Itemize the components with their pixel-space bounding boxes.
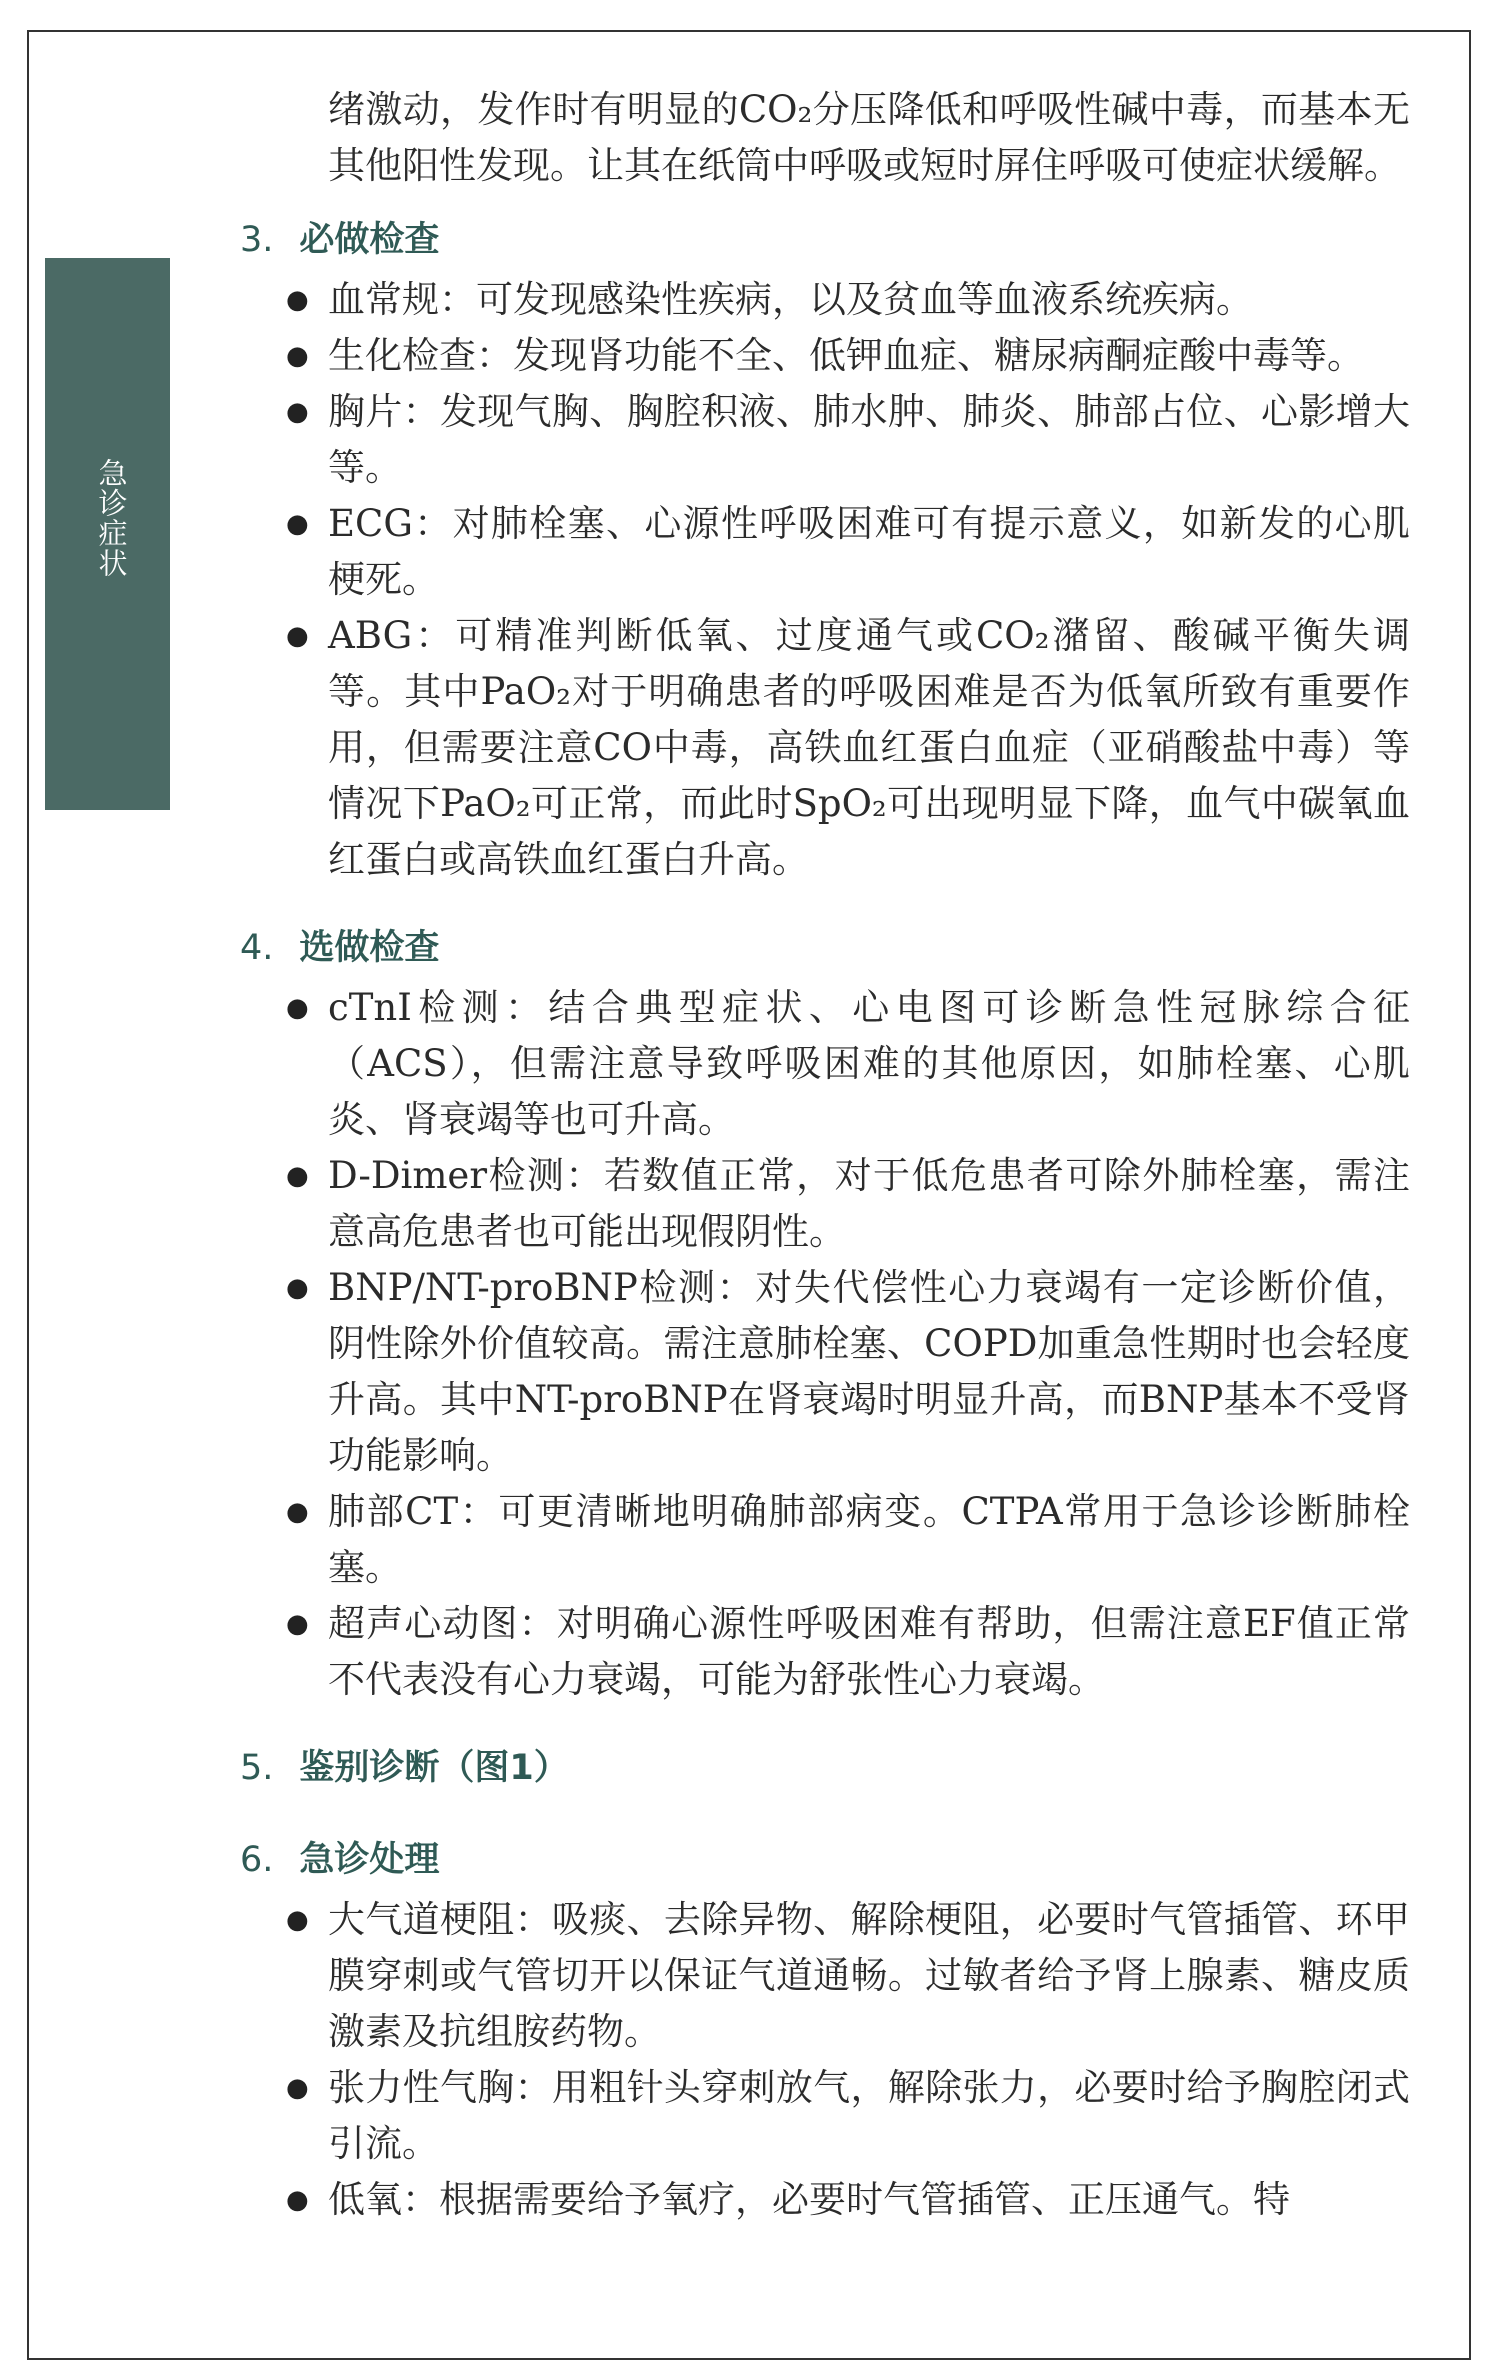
intro-paragraph: 绪激动，发作时有明显的CO₂分压降低和呼吸性碱中毒，而基本无其他阳性发现。让其在纸筒中呼吸或短时屏住呼吸可使症状缓解。: [328, 88, 1410, 187]
bullet-list: [284, 1892, 1410, 2228]
list-item: ● 胸片：发现气胸、胸腔积液、肺水肿、肺炎、肺部占位、心影增大等。: [284, 384, 1410, 496]
list-item: ● 张力性气胸：用粗针头穿刺放气，解除张力，必要时给予胸腔闭式引流。: [284, 2060, 1410, 2172]
section-differential-diagnosis: [240, 1740, 1410, 1796]
chapter-side-tab: [45, 258, 170, 810]
list-item: ● D-Dimer检测：若数值正常，对于低危患者可除外肺栓塞，需注意高危患者也可能出现假阴性。: [284, 1148, 1410, 1260]
section-heading: 3. 必做检查: [240, 220, 440, 260]
list-item: ● ABG：可精准判断低氧、过度通气或CO₂潴留、酸碱平衡失调等。其中PaO₂对于明确患者的呼吸困难是否为低氧所致有重要作用，但需要注意CO中毒，高铁血红蛋白血症（亚硝酸盐中毒）等情况下PaO₂可正常，而此时SpO₂可出现明显下降，血气中碳氧血红蛋白或高铁血红蛋白升高。: [284, 608, 1410, 888]
section-heading: 5. 鉴别诊断（图1）: [240, 1748, 569, 1788]
list-item: ● BNP/NT-proBNP检测：对失代偿性心力衰竭有一定诊断价值，阴性除外价值较高。需注意肺栓塞、COPD加重急性期时也会轻度升高。其中NT-proBNP在肾衰竭时明显升高，而BNP基本不受肾功能影响。: [284, 1260, 1410, 1484]
list-item: ● 肺部CT：可更清晰地明确肺部病变。CTPA常用于急诊诊断肺栓塞。: [284, 1484, 1410, 1596]
list-item: ● 血常规：可发现感染性疾病，以及贫血等血液系统疾病。: [284, 272, 1410, 328]
section-required-tests: [240, 212, 1410, 888]
list-item: ● 超声心动图：对明确心源性呼吸困难有帮助，但需注意EF值正常不代表没有心力衰竭，可能为舒张性心力衰竭。: [284, 1596, 1410, 1708]
list-item: ● cTnI检测：结合典型症状、心电图可诊断急性冠脉综合征（ACS），但需注意导致呼吸困难的其他原因，如肺栓塞、心肌炎、肾衰竭等也可升高。: [284, 980, 1410, 1148]
list-item: ● 大气道梗阻：吸痰、去除异物、解除梗阻，必要时气管插管、环甲膜穿刺或气管切开以保证气道通畅。过敏者给予肾上腺素、糖皮质激素及抗组胺药物。: [284, 1892, 1410, 2060]
chapter-side-tab-label: 急诊症状: [94, 458, 129, 578]
page-content: [240, 82, 1410, 2228]
list-item: ● 生化检查：发现肾功能不全、低钾血症、糖尿病酮症酸中毒等。: [284, 328, 1410, 384]
bullet-list: [284, 272, 1410, 888]
bullet-list: [284, 980, 1410, 1708]
section-heading: 4. 选做检查: [240, 928, 440, 968]
section-emergency-treatment: [240, 1832, 1410, 2228]
list-item: ● 低氧：根据需要给予氧疗，必要时气管插管、正压通气。特: [284, 2172, 1410, 2228]
section-optional-tests: [240, 920, 1410, 1708]
list-item: ● ECG：对肺栓塞、心源性呼吸困难可有提示意义，如新发的心肌梗死。: [284, 496, 1410, 608]
section-heading: 6. 急诊处理: [240, 1840, 440, 1880]
